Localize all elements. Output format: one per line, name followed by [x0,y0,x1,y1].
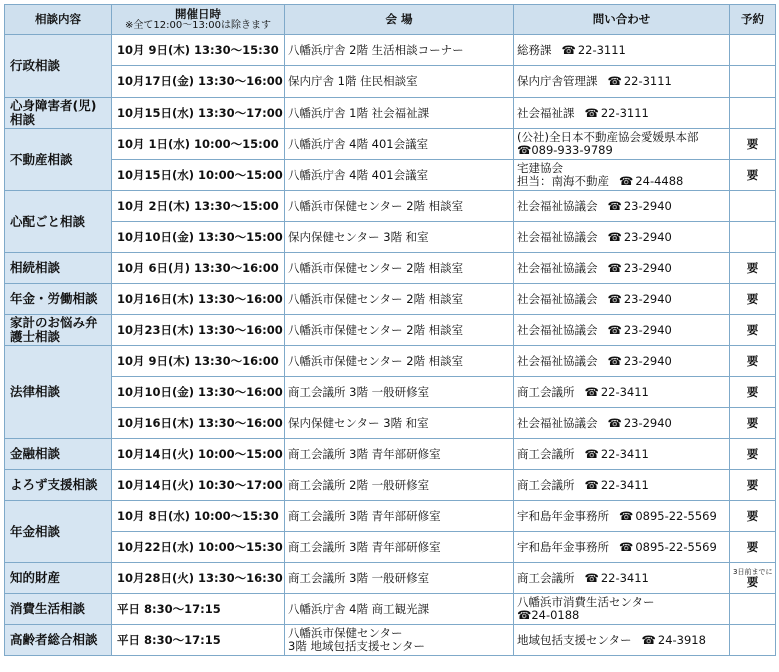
venue-cell: 八幡浜庁舎 4階 401会議室 [285,129,514,160]
phone-number: 22-3411 [600,384,649,399]
contact-cell [514,253,730,284]
table-row [5,253,776,284]
contact-name: 社会福祉協議会 [517,291,598,306]
contact-name: 商工会議所 [517,446,575,461]
date-cell: 10月22日(水) 10:00～15:30 [112,532,285,563]
date-cell: 10月 9日(木) 13:30～16:00 [112,346,285,377]
category-cell: 相続相談 [5,253,112,284]
phone-icon: ☎ [607,322,622,337]
contact-cell [514,160,730,191]
venue-cell: 商工会議所 3階 一般研修室 [285,563,514,594]
phone-icon: ☎ [561,42,576,57]
contact-name: 保内庁舎管理課 [517,74,598,88]
contact-cell [514,98,730,129]
venue-cell: 八幡浜庁舎 1階 社会福祉課 [285,98,514,129]
table-row [5,439,776,470]
venue-cell: 保内庁舎 1階 住民相談室 [285,66,514,98]
category-cell: 年金相談 [5,501,112,563]
phone-number: 23-2940 [623,291,672,306]
header-reservation: 予約 [730,5,776,35]
contact-name: 宇和島年金事務所 [517,539,609,554]
phone-number: 0895-22-5569 [635,539,717,554]
table-row [5,563,776,594]
phone-number: 0895-22-5569 [635,508,717,523]
table-row [5,66,776,98]
reservation-mark: 要 [746,574,759,589]
reservation-cell: 要 [730,284,776,315]
header-date-label: 開催日時 [175,6,221,21]
phone-icon: ☎ [607,229,622,244]
phone-icon: ☎ [619,508,634,523]
phone-number: 24-3918 [657,632,706,647]
contact-cell [514,191,730,222]
table-header-row [5,5,776,35]
venue-cell: 八幡浜市保健センター 2階 相談室 [285,315,514,346]
venue-cell: 八幡浜市保健センター 2階 相談室 [285,191,514,222]
date-cell: 10月10日(金) 13:30～16:00 [112,377,285,408]
reservation-cell [730,191,776,222]
venue-line: 八幡浜市保健センター [288,626,403,640]
table-row [5,191,776,222]
category-cell: 高齢者総合相談 [5,625,112,656]
venue-cell: 八幡浜市保健センター 2階 相談室 [285,346,514,377]
contact-name: 商工会議所 [517,384,575,399]
reservation-cell [730,98,776,129]
date-cell: 10月16日(木) 13:30～16:00 [112,408,285,439]
category-cell: 心身障害者(児)相談 [5,98,112,129]
phone-icon: ☎ [584,446,599,461]
header-category: 相談内容 [5,5,112,35]
contact-cell [514,315,730,346]
date-cell: 10月17日(金) 13:30～16:00 [112,66,285,98]
reservation-cell: 要 [730,129,776,160]
reservation-cell [730,625,776,656]
table-row [5,315,776,346]
phone-number: 22-3111 [600,105,649,120]
phone-number: 23-2940 [623,415,672,430]
header-venue: 会 場 [285,5,514,35]
reservation-cell: 要 [730,377,776,408]
contact-cell [514,594,730,625]
category-cell: 家計のお悩み弁護士相談 [5,315,112,346]
contact-cell [514,470,730,501]
venue-cell: 八幡浜庁舎 4階 商工観光課 [285,594,514,625]
date-cell: 10月 2日(木) 13:30～15:00 [112,191,285,222]
phone-number: 22-3411 [600,570,649,585]
date-cell: 10月28日(火) 13:30～16:30 [112,563,285,594]
date-cell: 平日 8:30～17:15 [112,625,285,656]
header-contact: 問い合わせ [514,5,730,35]
reservation-note: 3日前までに [733,567,773,576]
consultation-schedule-table [4,4,776,656]
contact-cell [514,284,730,315]
contact-cell [514,408,730,439]
phone-icon: ☎ [607,260,622,275]
date-cell: 10月23日(木) 13:30～16:00 [112,315,285,346]
phone-number: 24-4488 [635,174,684,188]
contact-name: (公社)全日本不動産協会愛媛県本部 [517,130,699,144]
phone-icon: ☎ [607,74,622,88]
reservation-cell [730,66,776,98]
contact-cell [514,377,730,408]
reservation-cell: 要 [730,408,776,439]
contact-phone-line: ☎089-933-9789 [517,143,613,157]
date-cell: 10月 1日(水) 10:00～15:00 [112,129,285,160]
category-cell: 法律相談 [5,346,112,439]
phone-icon: ☎ [619,539,634,554]
reservation-cell: 要 [730,532,776,563]
contact-cell [514,501,730,532]
contact-name: 社会福祉協議会 [517,229,598,244]
table-row [5,346,776,377]
contact-cell [514,346,730,377]
date-cell: 10月14日(火) 10:00～15:00 [112,439,285,470]
phone-icon: ☎ [584,384,599,399]
category-cell: 不動産相談 [5,129,112,191]
phone-icon: ☎ [607,415,622,430]
category-cell: 心配ごと相談 [5,191,112,253]
contact-name: 総務課 [517,42,552,57]
table-row [5,98,776,129]
contact-name: 社会福祉課 [517,105,575,120]
date-cell: 10月16日(木) 13:30～16:00 [112,284,285,315]
header-date-note: ※全て12:00～13:00は除きます [124,19,271,31]
phone-icon: ☎ [607,353,622,368]
reservation-cell [730,35,776,66]
contact-name: 地域包括支援センター [517,632,632,647]
contact-name: 社会福祉協議会 [517,198,598,213]
category-cell: よろず支援相談 [5,470,112,501]
table-row [5,532,776,563]
date-cell: 10月15日(水) 10:00～15:00 [112,160,285,191]
reservation-cell [730,594,776,625]
category-cell: 知的財産 [5,563,112,594]
phone-number: 23-2940 [623,198,672,213]
date-cell: 10月 9日(木) 13:30～15:30 [112,35,285,66]
contact-cell [514,66,730,98]
date-cell: 10月 8日(水) 10:00～15:30 [112,501,285,532]
reservation-cell: 要 [730,501,776,532]
phone-icon: ☎ [607,291,622,306]
venue-cell: 商工会議所 3階 青年部研修室 [285,439,514,470]
header-date [112,5,285,35]
reservation-cell: 要 [730,346,776,377]
phone-icon: ☎ [584,477,599,492]
venue-line-2: 3階 地域包括支援センター [288,639,426,653]
table-row [5,222,776,253]
contact-name: 八幡浜市消費生活センター [517,595,655,609]
contact-name: 宅建協会 [517,161,563,175]
venue-cell: 保内保健センター 3階 和室 [285,408,514,439]
contact-name: 商工会議所 [517,477,575,492]
phone-number: 22-3111 [623,74,672,88]
contact-person: 担当：南海不動産 [517,174,609,188]
contact-phone-line: ☎24-0188 [517,608,580,622]
contact-cell [514,222,730,253]
contact-name: 社会福祉協議会 [517,260,598,275]
category-cell: 行政相談 [5,35,112,98]
venue-cell [285,625,514,656]
table-row [5,594,776,625]
phone-icon: ☎ [619,174,634,188]
category-cell: 金融相談 [5,439,112,470]
table-row [5,377,776,408]
category-cell: 年金・労働相談 [5,284,112,315]
reservation-cell: 要 [730,160,776,191]
date-cell: 10月 6日(月) 13:30～16:00 [112,253,285,284]
table-row [5,625,776,656]
table-row [5,501,776,532]
phone-icon: ☎ [584,105,599,120]
date-cell: 10月15日(水) 13:30～17:00 [112,98,285,129]
phone-number: 22-3111 [577,42,626,57]
venue-cell: 八幡浜庁舎 2階 生活相談コーナー [285,35,514,66]
phone-number: 23-2940 [623,353,672,368]
phone-number: 23-2940 [623,229,672,244]
contact-cell [514,439,730,470]
contact-cell [514,129,730,160]
table-row [5,284,776,315]
contact-name: 社会福祉協議会 [517,322,598,337]
phone-icon: ☎ [641,632,656,647]
reservation-cell: 要 [730,439,776,470]
reservation-cell [730,563,776,594]
date-cell: 10月10日(金) 13:30～15:00 [112,222,285,253]
venue-cell: 商工会議所 3階 青年部研修室 [285,501,514,532]
venue-cell: 八幡浜市保健センター 2階 相談室 [285,284,514,315]
table-body [5,35,776,656]
table-row [5,408,776,439]
table-row [5,129,776,160]
venue-cell: 保内保健センター 3階 和室 [285,222,514,253]
contact-cell [514,532,730,563]
contact-name: 宇和島年金事務所 [517,508,609,523]
table-row [5,160,776,191]
phone-icon: ☎ [607,198,622,213]
contact-name: 社会福祉協議会 [517,415,598,430]
venue-cell: 八幡浜庁舎 4階 401会議室 [285,160,514,191]
reservation-cell: 要 [730,315,776,346]
contact-cell [514,35,730,66]
contact-name: 社会福祉協議会 [517,353,598,368]
date-cell: 平日 8:30～17:15 [112,594,285,625]
venue-cell: 商工会議所 3階 一般研修室 [285,377,514,408]
venue-cell: 八幡浜市保健センター 2階 相談室 [285,253,514,284]
contact-cell [514,625,730,656]
contact-cell [514,563,730,594]
category-cell: 消費生活相談 [5,594,112,625]
phone-number: 23-2940 [623,322,672,337]
phone-icon: ☎ [584,570,599,585]
venue-cell: 商工会議所 3階 青年部研修室 [285,532,514,563]
contact-name: 商工会議所 [517,570,575,585]
phone-number: 22-3411 [600,477,649,492]
date-cell: 10月14日(火) 10:30～17:00 [112,470,285,501]
phone-number: 22-3411 [600,446,649,461]
table-row [5,35,776,66]
venue-cell: 商工会議所 2階 一般研修室 [285,470,514,501]
reservation-cell: 要 [730,470,776,501]
reservation-cell [730,222,776,253]
phone-number: 23-2940 [623,260,672,275]
reservation-cell: 要 [730,253,776,284]
table-row [5,470,776,501]
